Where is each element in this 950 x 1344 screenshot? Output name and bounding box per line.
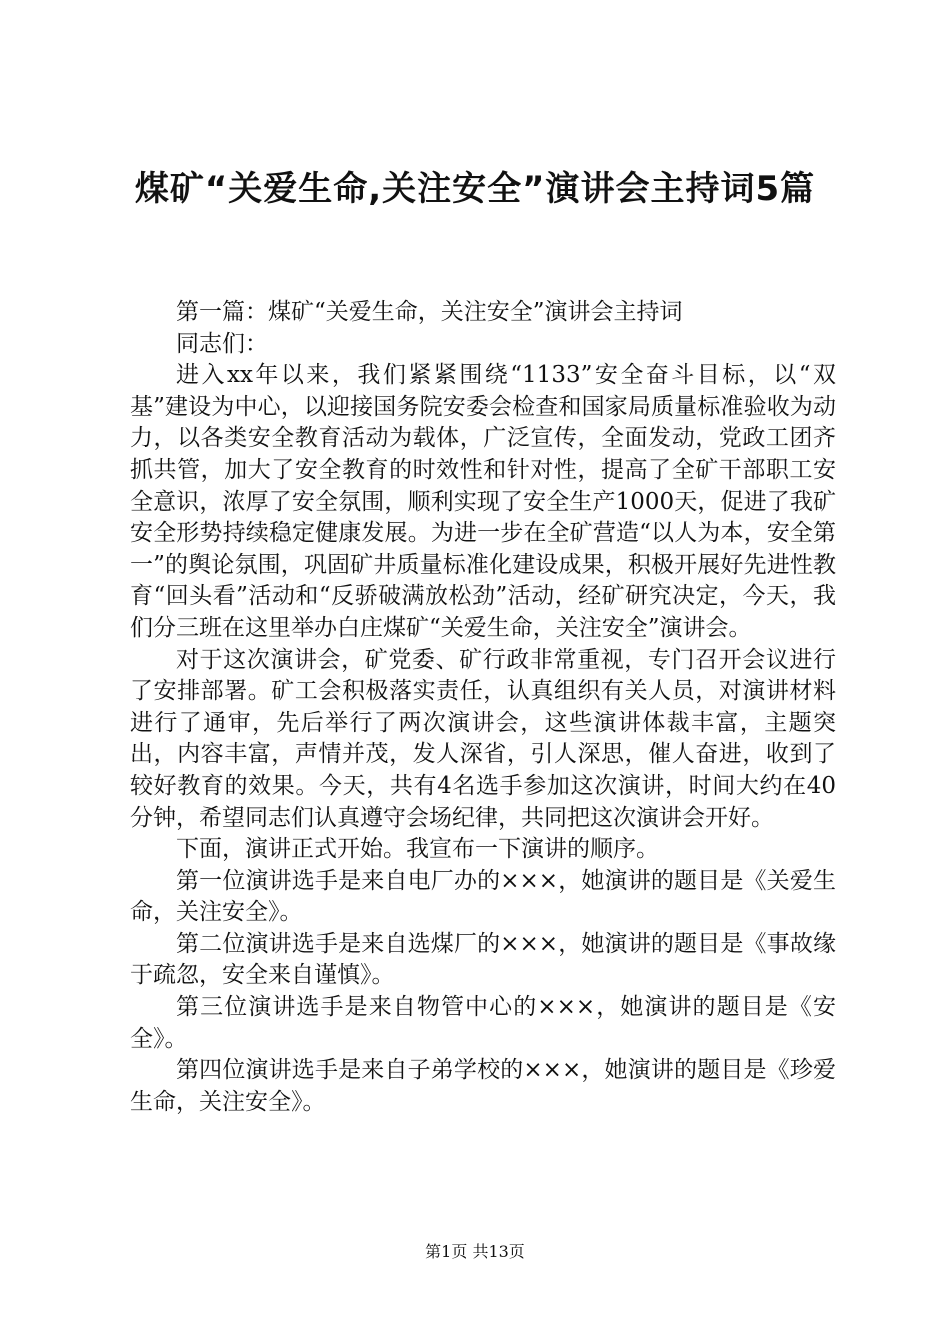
section-heading: 第一篇：煤矿“关爱生命，关注安全”演讲会主持词 [176, 299, 683, 325]
paragraph: 第三位演讲选手是来自物管中心的×××，她演讲的题目是《安全》。 [130, 994, 836, 1052]
document-body [130, 297, 836, 1118]
paragraph: 对于这次演讲会，矿党委、矿行政非常重视，专门召开会议进行了安排部署。矿工会积极落实责任，认真组织有关人员，对演讲材料进行了通审，先后举行了两次演讲会，这些演讲体裁丰富，主题突出，内容丰富，声情并茂，发人深省，引人深思，催人奋进，收到了较好教育的效果。今天，共有4名选手参加这次演讲，时间大约在40分钟，希望同志们认真遵守会场纪律，共同把这次演讲会开好。 [130, 646, 836, 831]
paragraph: 进入xx年以来，我们紧紧围绕“1133”安全奋斗目标，以“双基”建设为中心，以迎接国务院安委会检查和国家局质量标准验收为动力，以各类安全教育活动为载体，广泛宣传，全面发动，党政工团齐抓共管，加大了安全教育的时效性和针对性，提高了全矿干部职工安全意识，浓厚了安全氛围，顺利实现了安全生产1000天，促进了我矿安全形势持续稳定健康发展。为进一步在全矿营造“以人为本，安全第一”的舆论氛围，巩固矿井质量标准化建设成果，积极开展好先进性教育“回头看”活动和“反骄破满放松劲”活动，经矿研究决定，今天，我们分三班在这里举办白庄煤矿“关爱生命，关注安全”演讲会。 [130, 362, 836, 641]
page-footer: 第1页 共13页 [425, 1242, 525, 1261]
salutation: 同志们： [176, 330, 268, 357]
paragraph: 下面，演讲正式开始。我宣布一下演讲的顺序。 [176, 836, 659, 863]
paragraph: 第二位演讲选手是来自选煤厂的×××，她演讲的题目是《事故缘于疏忽，安全来自谨慎》。 [130, 930, 836, 989]
paragraph: 第一位演讲选手是来自电厂办的×××，她演讲的题目是《关爱生命，关注安全》。 [130, 867, 836, 926]
document-title: 煤矿“关爱生命,关注安全”演讲会主持词5篇 [134, 169, 816, 209]
paragraph: 第四位演讲选手是来自子弟学校的×××，她演讲的题目是《珍爱生命，关注安全》。 [130, 1057, 836, 1115]
